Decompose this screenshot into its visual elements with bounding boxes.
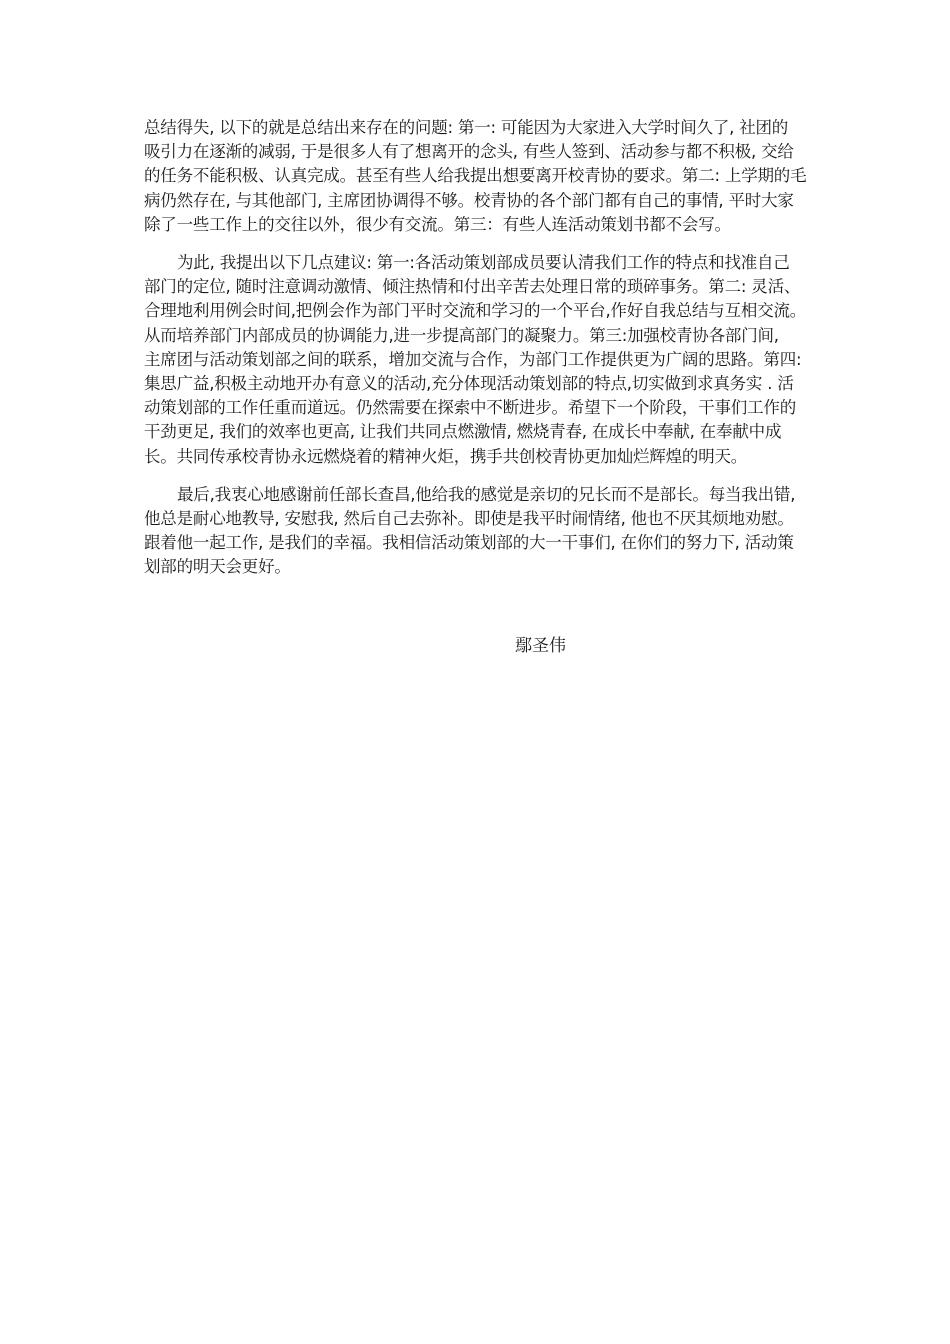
text-line: 划部的明天会更好。 — [144, 557, 291, 577]
text-line: 合理地利用例会时间,把例会作为部门平时交流和学习的一个平台,作好自我总结与互相交流。 — [144, 301, 807, 321]
signature: 鄢圣伟 — [515, 636, 566, 656]
text-line: 跟着他一起工作, 是我们的幸福。我相信活动策划部的大一干事们, 在你们的努力下, 活动策 — [144, 533, 794, 553]
text-line: 部门的定位, 随时注意调动激情、倾注热情和付出辛苦去处理日常的琐碎事务。第二: 灵活、 — [144, 277, 801, 297]
text-line: 的任务不能积极、认真完成。甚至有些人给我提出想要离开校青协的要求。第二: 上学期的毛 — [144, 166, 807, 186]
document-body — [144, 116, 810, 594]
text-line: 他总是耐心地教导, 安慰我, 然后自己去弥补。即使是我平时闹情绪, 他也不厌其烦地劝慰。 — [144, 509, 794, 529]
text-line: 主席团与活动策划部之间的联系，增加交流与合作，为部门工作提供更为广阔的思路。第四: — [144, 349, 802, 369]
paragraph-thanks — [144, 483, 810, 580]
text-line: 为此, 我提出以下几点建议: 第一:各活动策划部成员要认清我们工作的特点和找准自己 — [177, 253, 790, 273]
text-line: 除了一些工作上的交往以外，很少有交流。第三：有些人连活动策划书都不会写。 — [144, 214, 731, 234]
paragraph-problems — [144, 116, 810, 237]
text-line: 干劲更足, 我们的效率也更高, 让我们共同点燃激情, 燃烧青春, 在成长中奉献, 在奉献中成 — [144, 422, 782, 442]
text-line: 动策划部的工作任重而道远。仍然需要在探索中不断进步。希望下一个阶段，干事们工作的 — [144, 398, 797, 418]
paragraph-suggestions — [144, 251, 810, 469]
text-line: 集思广益,积极主动地开办有意义的活动,充分体现活动策划部的特点,切实做到求真务实 . 活 — [144, 374, 794, 394]
text-line: 从而培养部门内部成员的协调能力,进一步提高部门的凝聚力。第三:加强校青协各部门间, — [144, 325, 779, 345]
text-line: 总结得失, 以下的就是总结出来存在的问题: 第一: 可能因为大家进入大学时间久了, 社团的 — [144, 118, 789, 137]
text-line: 长。共同传承校青协永远燃烧着的精神火炬，携手共创校青协更加灿烂辉煌的明天。 — [144, 446, 748, 466]
text-line: 吸引力在逐渐的减弱, 于是很多人有了想离开的念头, 有些人签到、活动参与都不积极, 交给 — [144, 142, 794, 162]
text-line: 最后,我衷心地感谢前任部长查昌,他给我的感觉是亲切的兄长而不是部长。每当我出错, — [177, 484, 796, 504]
text-line: 病仍然存在, 与其他部门, 主席团协调得不够。校青协的各个部门都有自己的事情, 平时大家 — [144, 190, 794, 210]
